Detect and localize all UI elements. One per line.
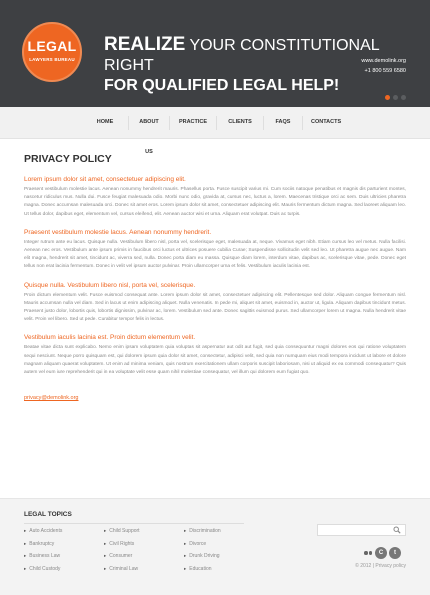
social-links (363, 547, 401, 559)
topic-label: Education (189, 565, 212, 572)
site-header (0, 0, 430, 107)
arrow-right-icon: ▸ (24, 553, 27, 558)
arrow-right-icon: ▸ (184, 553, 187, 558)
arrow-right-icon: ▸ (24, 540, 27, 546)
copyright (355, 563, 406, 569)
arrow-right-icon: ▸ (184, 528, 187, 533)
logo[interactable] (22, 22, 82, 82)
magnifier-icon[interactable] (393, 526, 401, 534)
section-heading: Vestibulum iaculis lacinia est. Proin dictum elementum velit. (24, 334, 196, 342)
topic-link[interactable] (104, 538, 187, 551)
policy-section (24, 333, 406, 377)
header-contact (361, 56, 406, 76)
section-heading: Quisque nulla. Vestibulum libero nisl, porta vel, scelerisque. (24, 281, 196, 289)
arrow-right-icon: ▸ (184, 540, 187, 546)
copyright-year: © 2012 (355, 563, 372, 569)
slogan-line2: FOR QUALIFIED LEGAL HELP! (104, 77, 340, 94)
topic-label: Bankruptcy (29, 540, 55, 547)
slogan-line1: YOUR CONSTITUTIONAL RIGHT (104, 37, 380, 74)
topic-label: Discrimination (189, 528, 221, 534)
arrow-right-icon: ▸ (104, 553, 107, 558)
topic-label: Criminal Law (109, 565, 139, 572)
topics-column (104, 525, 187, 575)
arrow-right-icon: ▸ (104, 565, 107, 571)
arrow-right-icon: ▸ (104, 528, 107, 533)
topic-label: Business Law (29, 553, 61, 559)
arrow-right-icon: ▸ (184, 565, 187, 571)
nav-clients[interactable]: CLIENTS (228, 119, 252, 125)
topic-link[interactable] (24, 563, 107, 576)
slider-dot-3[interactable] (401, 95, 406, 100)
slider-dot-2[interactable] (393, 95, 398, 100)
policy-section (24, 228, 406, 272)
page-title: PRIVACY POLICY (24, 153, 112, 165)
copyright-separator: | (372, 563, 375, 569)
topic-link[interactable] (104, 550, 187, 563)
topic-label: Drunk Driving (189, 553, 220, 559)
twitter-icon[interactable]: t (389, 547, 401, 559)
topic-label: Child Support (109, 528, 140, 534)
topic-label: Auto Accidents (29, 528, 63, 534)
topic-link[interactable] (24, 550, 107, 563)
topic-link[interactable] (24, 525, 107, 538)
topic-link[interactable] (184, 550, 264, 563)
topic-label: Child Custody (29, 565, 61, 572)
topic-link[interactable] (104, 563, 187, 576)
section-text: Integer rutrum ante eu lacus. Quisque nulla. Vestibulum libero nisl, porta vel, scelerisque eget, malesuada at, neque. Vivamus eget nibh. Etiam cursus leo vel metus. Nulla facilisi. Aenean nec eros. Vestibulum ante ipsum primis in faucibus orci luctus et ultrices posuere cubilia Curae; Suspendisse sollicitudin velit sed leo. Ut pharetra augue nec augue. Nam elit magna, hendrerit sit amet, tincidunt ac, viverra sed, nulla. Donec porta diam eu massa. Quisque diam lorem, interdum vitae, dapibus ac, scelerisque vitae, pede. Donec eget tellus non erat lacinia fermentum. Donec in velit vel ipsum auctor pulvinar. Proin ullamcorper urna et felis. Vestibulum iaculis lacinia est. (24, 239, 406, 270)
arrow-right-icon: ▸ (24, 565, 27, 571)
section-heading: Praesent vestibulum molestie lacus. Aenean nonummy hendrerit. (24, 228, 212, 236)
section-text: Proin dictum elementum velit. Fusce euismod consequat ante. Lorem ipsum dolor sit amet, consectetuer adipiscing elit. Pellentesque sed dolor. Aliquam congue fermentum nisl. Mauris accumsan nulla vel diam. Sed in lacus ut enim adipiscing aliquet. Nulla venenatis. In pede mi, aliquet sit amet, euismod in, auctor ut, ligula. Aliquam dapibus tincidunt metus. Praesent justo dolor, lobortis quis, lobortis dignissim, pulvinar ac, lorem. Vestibulum sed ante. Donec sagittis euismod purus. Sed ullamcorper lorem ut magna. Nulla hendrerit vitae velit. Proin vel libero. Sed ut pede. Curabitur tempor felis in lectus. (24, 292, 406, 323)
slogan-word: REALIZE (104, 34, 186, 55)
topic-link[interactable] (104, 525, 187, 538)
policy-section (24, 281, 406, 325)
nav-practice[interactable]: PRACTICE (178, 119, 208, 125)
privacy-policy-link[interactable]: Privacy policy (375, 563, 406, 569)
topic-label: Consumer (109, 553, 133, 559)
topic-link[interactable] (184, 563, 264, 576)
main-nav (0, 107, 430, 155)
footer-divider (24, 523, 244, 524)
footer-title: LEGAL TOPICS (24, 511, 72, 518)
nav-faqs[interactable]: FAQS (275, 119, 291, 125)
nav-about-us[interactable]: ABOUT US (139, 119, 159, 155)
nav-home[interactable]: HOME (96, 119, 114, 125)
logo-subtitle: LAWYERS BUREAU (29, 57, 75, 62)
topic-link[interactable] (24, 538, 107, 551)
section-text: Praesent vestibulum molestie lacus. Aenean nonummy hendrerit mauris. Phasellus porta. Fusce suscipit varius mi. Cum sociis natoque penatibus et magnis dis parturient montes, nascetur ridiculus mus. Nulla dui. Fusce feugiat malesuada odio. Morbi nunc odio, gravida at, cursus nec, luctus a, lorem. Maecenas tristique orci ac sem. Duis ultricies pharetra magna. Donec accumsan malesuada orci. Donec sit amet eros. Lorem ipsum dolor sit amet, consectetuer adipiscing elit. Mauris fermentum dictum magna. Sed laoreet aliquam leo. Ut tellus dolor, dapibus eget, elementum vel, cursus eleifend, elit. Aenean auctor wisi et urna. Aliquam erat volutpat. Duis ac turpis. (24, 187, 406, 217)
section-text: Beatae vitae dicta sunt explicabo. Nemo enim ipsam voluptatem quia voluptas sit aspernatur aut odit aut fugit, sed quia consequuntur magni dolores eos qui ratione voluptatem sequi nesciunt. Neque porro quisquam est, qui dolorem ipsum quia dolor sit amet, consectetur, adipisci velit, sed quia non numquam eius modi tempora incidunt ut labore et dolore magnam aliquam quaerat voluptatem. Ut enim ad minima veniam, quis nostrum exercitationem ullam corporis suscipit laboriosam, nisi ut aliquid ex ea commodi consequatur? Quis autem vel eum iure reprehenderit qui in ea voluptate velit esse quam nihil molestiae consequatur, vel illum qui dolorem eum fugiat quo. (24, 345, 406, 376)
arrow-right-icon: ▸ (104, 540, 107, 546)
site-footer (0, 498, 430, 595)
contact-email[interactable]: www.demolink.org (361, 58, 406, 64)
legal-topics-list (24, 525, 264, 575)
logo-title: LEGAL (27, 38, 77, 54)
circle-c-icon[interactable]: C (375, 547, 387, 559)
slider-dot-1[interactable] (385, 95, 390, 100)
slider-pagination (385, 95, 406, 100)
section-heading: Lorem ipsum dolor sit amet, consectetuer adipiscing elit. (24, 176, 186, 183)
main-content (24, 175, 406, 404)
topic-label: Divorce (189, 540, 207, 547)
arrow-right-icon: ▸ (24, 528, 27, 533)
search-input[interactable] (317, 524, 406, 536)
policy-section (24, 175, 406, 219)
flickr-icon[interactable] (363, 548, 373, 558)
contact-phone: +1 800 559 6580 (364, 68, 406, 74)
topics-column (24, 525, 107, 575)
privacy-email-link[interactable]: privacy@demolink.org (24, 395, 79, 402)
topic-label: Civil Rights (109, 540, 135, 547)
topic-link[interactable] (184, 538, 264, 551)
nav-contacts[interactable]: CONTACTS (311, 119, 342, 125)
topic-link[interactable] (184, 525, 264, 538)
topics-column (184, 525, 264, 575)
